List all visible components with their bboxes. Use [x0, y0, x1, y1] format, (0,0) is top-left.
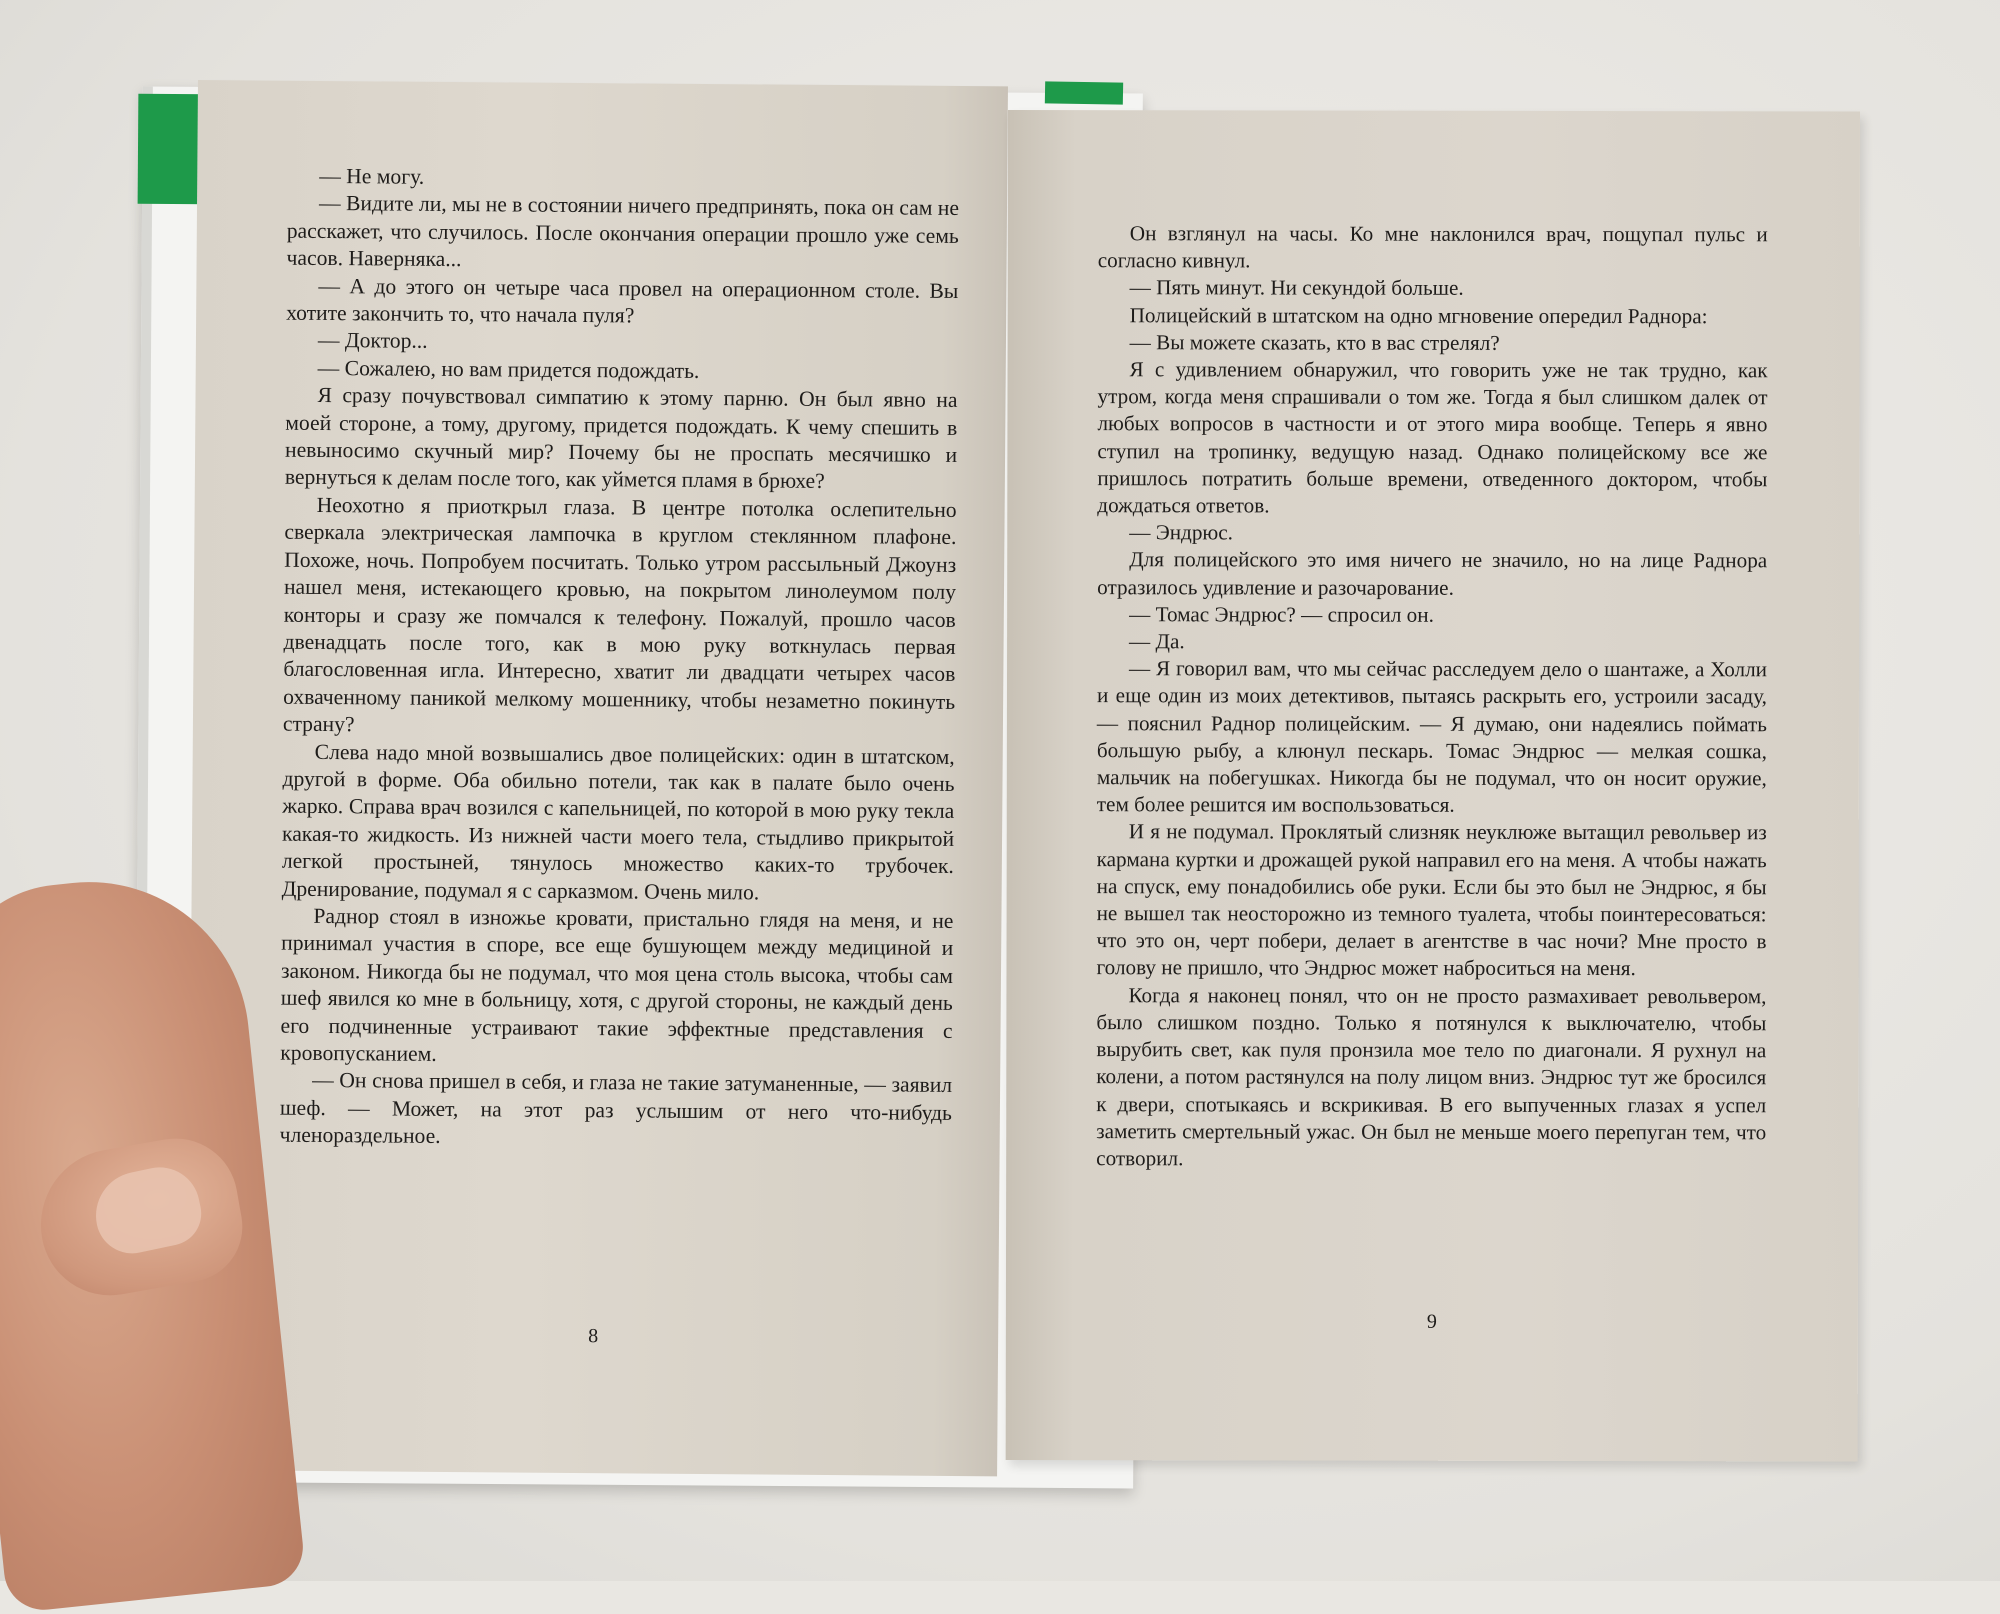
left-page [187, 80, 1008, 1476]
paragraph: Раднор стоял в изножье кровати, пристально глядя на меня, и не принимал участия в споре, все еще бушующем между медициной и законом. Никогда бы не подумал, что моя цена столь высока, чтобы сам шеф явился ко мне в больницу, хотя, с другой стороны, не каждый день его подчиненные устраивают такие эффектные представления с кровопусканием. [280, 903, 954, 1066]
paragraph: Неохотно я приоткрыл глаза. В центре потолка ослепительно сверкала электрическая лампочка в круглом стеклянном плафоне. Похоже, ночь. Попробуем посчитать. Только утром рассыльный Джоунз нашел меня, истекающего кровью, на покрытом линолеумом полу конторы и сразу же помчался к телефону. Пожалуй, прошло часов двенадцать после того, как в мою руку воткнулась первая благословенная игла. Интересно, хватит ли двадцати четырех часов охваченному паникой мелкому мошеннику, чтобы незаметно покинуть страну? [282, 492, 957, 737]
open-book [120, 80, 1865, 1480]
page-number-left: 8 [588, 1325, 599, 1348]
paragraph: Полицейский в штатском на одно мгновение опередил Раднора: [1129, 302, 1708, 328]
paragraph: — Не могу. [319, 163, 425, 189]
paragraph: — Да. [1129, 629, 1185, 654]
paragraph: — Вы можете сказать, кто в вас стрелял? [1129, 330, 1500, 355]
paragraph: Я сразу почувствовал симпатию к этому парню. Он был явно на моей стороне, а тому, другому, придется подождать. К чему спешить в невыносимо скучный мир? Почему бы не проспать месячишко и вернуться к делам после того, как уймется пламя в брюхе? [284, 383, 958, 494]
paragraph: Я с удивлением обнаружил, что говорить уже не так трудно, как утром, когда меня спрашивали о том же. Тогда я был слишком далек от любых вопросов в частности и от этого мира вообще. Теперь я явно ступил на тропинку, ведущую назад. Однако полицейскому все же пришлось потратить больше времени, отведенного доктором, чтобы дождаться ответов. [1097, 357, 1768, 518]
paragraph: — Видите ли, мы не в состоянии ничего предпринять, пока он сам не расскажет, что случилось. После окончания операции прошло уже семь часов. Наверняка... [286, 191, 960, 272]
page-number-right: 9 [1426, 1310, 1437, 1333]
paragraph: Когда я наконец понял, что он не просто размахивает револьвером, было слишком поздно. Только я потянулся к выключателю, чтобы вырубить свет, как пуля пронзила мое тело по диагонали. Я рухнул на колени, а потом растянулся на полу лицом вниз. Эндрюс тут же бросился к двери, спотыкаясь и вскрикивая. В его выпученных глазах я успел заметить смертельный ужас. Он был не меньше моего перепуган тем, что сотворил. [1096, 982, 1767, 1171]
paragraph: — Я говорил вам, что мы сейчас расследуем дело о шантаже, а Холли и еще один из моих детективов, пытаясь раскрыть его, устроили засаду, — пояснил Раднор полицейским. — Я думаю, они надеялись поймать большую рыбу, а клюнул пескарь. Томас Эндрюс — мелкая сошка, мальчик на побегушках. Никогда бы не подумал, что он носит оружие, тем более решится им воспользоваться. [1096, 656, 1768, 818]
paragraph: — А до этого он четыре часа провел на операционном столе. Вы хотите закончить то, что начала пуля? [286, 273, 959, 328]
paragraph: — Сожалею, но вам придется подождать. [317, 355, 700, 383]
paragraph: — Томас Эндрюс? — спросил он. [1129, 602, 1434, 627]
right-page-text [1096, 220, 1768, 1173]
paragraph: И я не подумал. Проклятый слизняк неуклюже вытащил револьвер из кармана куртки и дрожащей рукой направил его на меня. А чтобы нажать на спуск, ему понадобились обе руки. Если бы это был не Эндрюс, я бы не вышел так неосторожно из темного туалета, чтобы поинтересоваться: что это он, черт побери, делает в агентстве в час ночи? Мне просто в голову не пришло, что Эндрюс может наброситься на меня. [1096, 819, 1767, 981]
book-cover-green-spine [1045, 81, 1123, 104]
paragraph: Для полицейского это имя ничего не значило, но на лице Раднора отразилось удивление и разочарование. [1097, 547, 1768, 600]
paragraph: Он взглянул на часы. Ко мне наклонился врач, пощупал пульс и согласно кивнул. [1097, 221, 1768, 273]
paragraph: — Эндрюс. [1129, 520, 1234, 545]
right-page [1006, 110, 1860, 1461]
paragraph: Слева надо мной возвышались двое полицейских: один в штатском, другой в форме. Оба обильно потели, так как в палате было очень жарко. Справа врач возился с капельницей, по которой в мою руку текла какая-то жидкость. Из нижней части моего тела, стыдливо прикрытой легкой простыней, тянулось множество каких-то трубочек. Дренирование, подумал я с сарказмом. Очень мило. [281, 739, 955, 904]
paragraph: — Пять минут. Ни секундой больше. [1129, 275, 1464, 301]
paragraph: — Он снова пришел в себя, и глаза не такие затуманенные, — заявил шеф. — Может, на этот раз услышим от него что-нибудь членораздельное. [279, 1068, 953, 1149]
paragraph: — Доктор... [317, 328, 428, 354]
left-page-text [280, 163, 960, 1155]
